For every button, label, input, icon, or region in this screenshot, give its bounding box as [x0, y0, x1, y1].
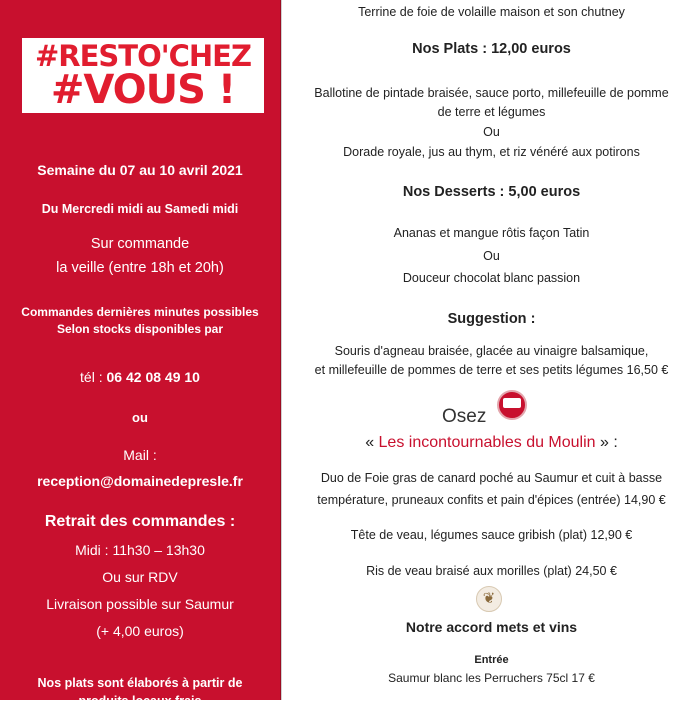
incontournables-heading: [282, 434, 700, 452]
moulin-seal-icon: [497, 390, 527, 420]
logo-line-1: #RESTO'CHEZ: [34, 39, 252, 73]
footer-note-2: produits locaux frais: [78, 694, 202, 708]
order-note-2: la veille (entre 18h et 20h): [56, 260, 224, 276]
osez-label: Osez: [442, 406, 487, 427]
dessert-2: Douceur chocolat blanc passion: [402, 271, 581, 285]
incontournables-title: Les incontournables du Moulin: [378, 434, 596, 451]
incon-1-line-2: température, pruneaux confits et pain d'épices (entrée) 14,90 €: [317, 493, 666, 507]
mail-label: Mail :: [123, 447, 157, 463]
phone-number[interactable]: 06 42 08 49 10: [106, 369, 200, 385]
pickup-hours: Midi : 11h30 – 13h30: [75, 542, 205, 558]
footer-note-1: Nos plats sont élaborés à partir de: [37, 676, 243, 690]
wine-entree-label: Entrée: [474, 654, 509, 666]
suggestion-line-2: et millefeuille de pommes de terre et ses petits légumes 16,50 €: [314, 363, 669, 377]
service-days: Du Mercredi midi au Samedi midi: [41, 202, 239, 216]
quote-open: «: [365, 434, 379, 451]
dessert-or: Ou: [483, 249, 500, 263]
delivery-fee: (+ 4,00 euros): [96, 623, 184, 639]
wine-1: Saumur blanc les Perruchers 75cl 17 €: [388, 671, 595, 685]
quote-close: » :: [595, 434, 618, 451]
sidebar: [0, 0, 281, 708]
suggestion-heading: Suggestion :: [447, 311, 536, 327]
resto-chez-vous-logo: [22, 38, 264, 113]
incon-2: Tête de veau, légumes sauce gribish (plat) 12,90 €: [350, 528, 633, 542]
delivery-note: Livraison possible sur Saumur: [46, 596, 234, 612]
wine-leaf-icon: ❦: [476, 586, 502, 612]
wine-heading: Notre accord mets et vins: [405, 619, 578, 635]
mail-link[interactable]: reception@domainedepresle.fr: [37, 473, 243, 489]
plat-1-line-2: de terre et légumes: [437, 105, 546, 119]
pickup-rdv: Ou sur RDV: [102, 569, 178, 585]
order-note-1: Sur commande: [90, 236, 190, 252]
plat-or: Ou: [483, 125, 500, 139]
last-minute-note-1: Commandes dernières minutes possibles: [21, 305, 259, 319]
logo-line-2: #VOUS !: [50, 67, 236, 113]
phone-line: [0, 368, 280, 386]
or-text: ou: [132, 410, 148, 425]
plat-2: Dorade royale, jus au thym, et riz vénéré aux potirons: [343, 145, 640, 159]
dessert-1: Ananas et mangue rôtis façon Tatin: [393, 226, 590, 240]
starter-item: Terrine de foie de volaille maison et son chutney: [358, 5, 625, 19]
desserts-heading: Nos Desserts : 5,00 euros: [402, 184, 581, 200]
last-minute-note-2: Selon stocks disponibles par: [56, 322, 224, 336]
plats-heading: Nos Plats : 12,00 euros: [412, 41, 571, 57]
week-dates: Semaine du 07 au 10 avril 2021: [37, 162, 243, 178]
incon-3: Ris de veau braisé aux morilles (plat) 24,50 €: [366, 564, 617, 578]
suggestion-line-1: Souris d'agneau braisée, glacée au vinaigre balsamique,: [334, 344, 649, 358]
menu-panel: [281, 0, 700, 700]
plat-1-line-1: Ballotine de pintade braisée, sauce porto, millefeuille de pomme: [314, 86, 669, 100]
phone-label: tél :: [80, 369, 107, 385]
pickup-title: Retrait des commandes :: [44, 513, 236, 530]
incon-1-line-1: Duo de Foie gras de canard poché au Saumur et cuit à basse: [320, 471, 663, 485]
